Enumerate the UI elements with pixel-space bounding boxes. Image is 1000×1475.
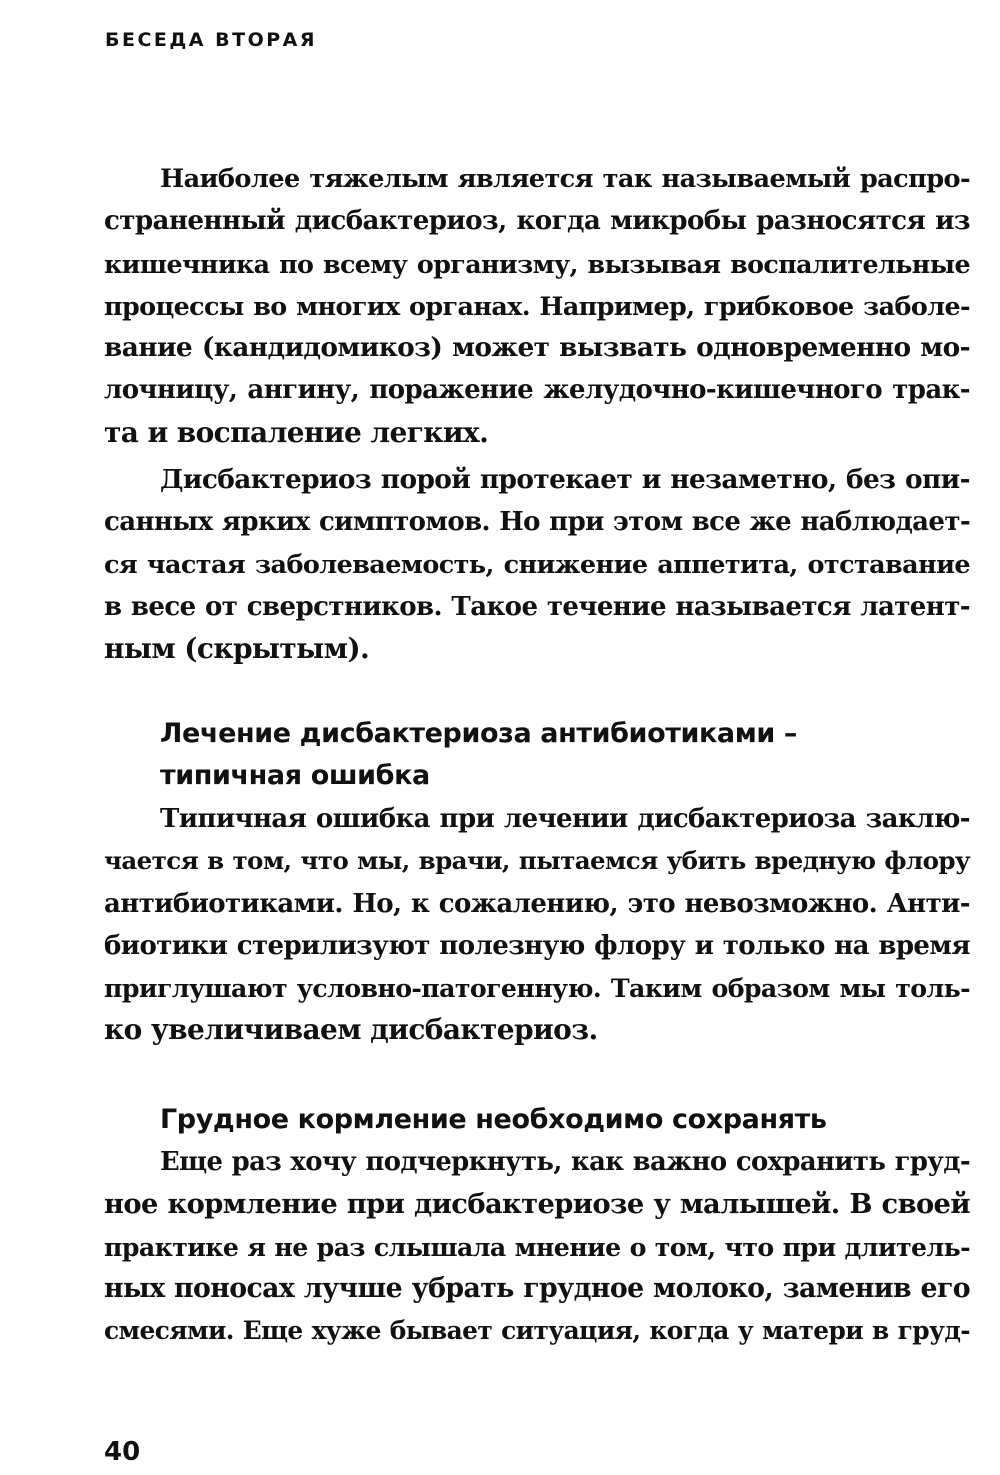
text-line: лочницу, ангину, поражение желудочно-кишечного трак- bbox=[104, 375, 970, 406]
text-line: процессы во многих органах. Например, грибковое заболе- bbox=[104, 290, 970, 321]
text-line: Дисбактериоз порой протекает и незаметно, без опи- bbox=[160, 464, 970, 495]
text-line: страненный дисбактериоз, когда микробы разносятся из bbox=[104, 205, 970, 237]
text-line: в весе от сверстников. Такое течение называется латент- bbox=[104, 591, 970, 622]
section-heading-antibiotics bbox=[104, 713, 970, 797]
section-heading bbox=[104, 713, 970, 797]
text-line: кишечника по всему организму, вызывая воспалительные bbox=[104, 248, 970, 279]
text-line: смесями. Еще хуже бывает ситуация, когда у матери в груд- bbox=[104, 1316, 970, 1346]
running-head: БЕСЕДА ВТОРАЯ bbox=[105, 29, 317, 51]
paragraph-breastfeeding bbox=[104, 1141, 970, 1352]
page-number: 40 bbox=[104, 1437, 141, 1467]
text-line: практике я не раз слышала мнение о том, что при длитель- bbox=[104, 1231, 970, 1262]
text-line: ных поносах лучше убрать грудное молоко, заменив его bbox=[104, 1272, 970, 1304]
section-heading-breastfeeding bbox=[104, 1099, 970, 1141]
paragraph-widespread-dysbacteriosis bbox=[104, 158, 970, 454]
text-line: антибиотиками. Но, к сожалению, это невозможно. Анти- bbox=[104, 888, 970, 919]
text-line: ко увеличиваем дисбактериоз. bbox=[104, 1013, 598, 1047]
paragraph bbox=[104, 1141, 970, 1352]
text-line: Типичная ошибка при лечении дисбактериоза заклю- bbox=[160, 804, 970, 834]
paragraph bbox=[104, 798, 970, 1052]
text-line: приглушают условно-патогенную. Таким образом мы толь- bbox=[104, 973, 970, 1004]
paragraph bbox=[104, 459, 970, 670]
section-heading bbox=[104, 1099, 970, 1141]
heading-line: Лечение дисбактериоза антибиотиками – bbox=[160, 718, 798, 749]
text-line: чается в том, что мы, врачи, пытаемся убить вредную флору bbox=[104, 846, 970, 876]
paragraph-latent-course bbox=[104, 459, 970, 670]
paragraph-typical-mistake bbox=[104, 798, 970, 1052]
text-line: ное кормление при дисбактериозе у малышей. В своей bbox=[104, 1188, 970, 1221]
text-line: биотики стерилизуют полезную флору и только на время bbox=[104, 930, 970, 961]
text-line: вание (кандидомикоз) может вызвать одновременно мо- bbox=[104, 332, 970, 364]
text-line: ся частая заболеваемость, снижение аппетита, отставание bbox=[104, 549, 970, 580]
text-line: санных ярких симптомов. Но при этом все же наблюдает- bbox=[104, 507, 970, 538]
text-line: та и воспаление легких. bbox=[104, 415, 489, 449]
text-line: ным (скрытым). bbox=[104, 632, 370, 666]
heading-line: Грудное кормление необходимо сохранять bbox=[160, 1104, 827, 1135]
text-line: Наиболее тяжелым является так называемый распро- bbox=[160, 164, 970, 194]
text-line: Еще раз хочу подчеркнуть, как важно сохранить груд- bbox=[160, 1147, 970, 1177]
paragraph bbox=[104, 158, 970, 454]
heading-line: типичная ошибка bbox=[160, 760, 430, 791]
